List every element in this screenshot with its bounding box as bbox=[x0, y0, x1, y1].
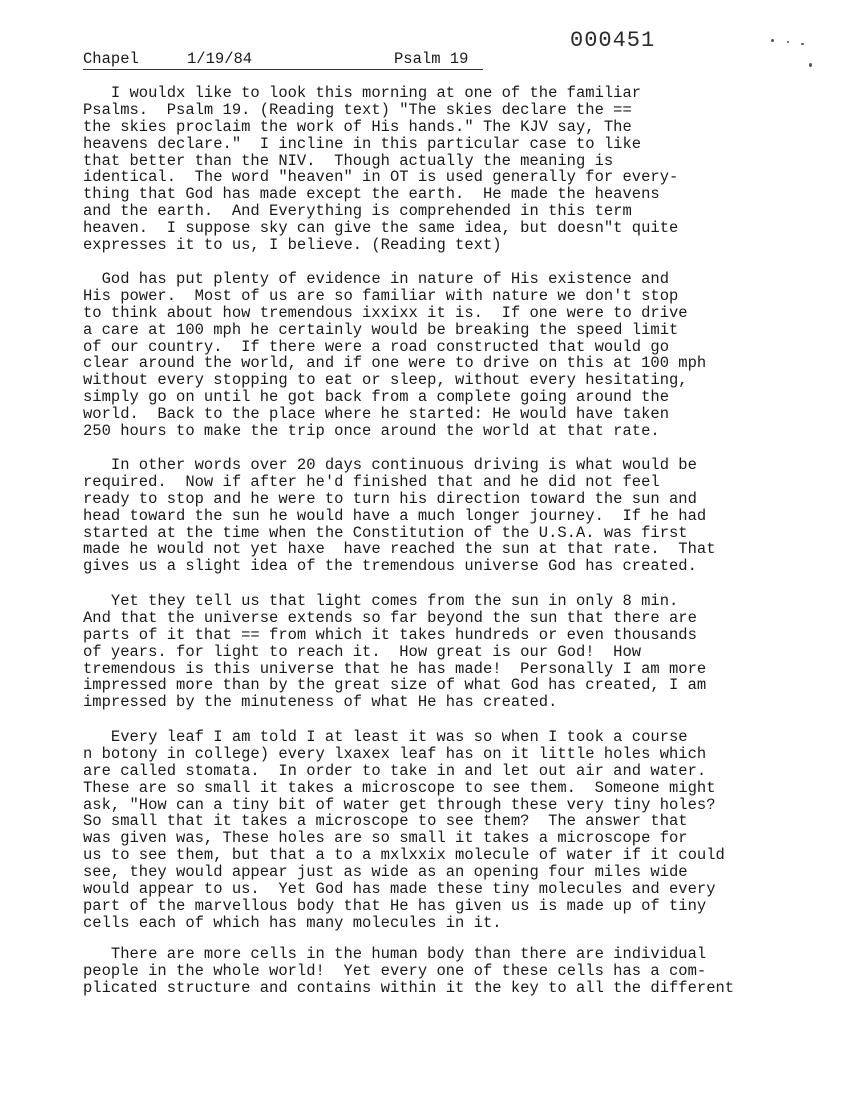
text-line: simply go on until he got back from a complete going around the bbox=[83, 388, 669, 407]
text-line: required. Now if after he'd finished that and he did not feel bbox=[83, 472, 660, 491]
document-number: 000451 bbox=[570, 28, 656, 53]
scan-specks bbox=[765, 35, 825, 85]
text-line: people in the whole world! Yet every one of these cells has a com- bbox=[83, 961, 707, 980]
text-line: without every stopping to eat or sleep, without every hesitating, bbox=[83, 371, 688, 390]
paragraph-1 bbox=[83, 85, 823, 254]
text-line: are called stomata. In order to take in and let out air and water. bbox=[83, 761, 707, 780]
paragraph-5 bbox=[83, 729, 823, 932]
header-date: 1/19/84 bbox=[187, 50, 253, 68]
text-line: tremendous is this universe that he has made! Personally I am more bbox=[83, 659, 707, 678]
text-line: parts of it that == from which it takes hundreds or even thousands bbox=[83, 625, 697, 644]
text-line: made he would not yet haxe have reached the sun at that rate. That bbox=[83, 540, 716, 559]
text-line: These are so small it takes a microscope to see them. Someone might bbox=[83, 778, 716, 797]
text-line: heaven. I suppose sky can give the same idea, but doesn"t quite bbox=[83, 219, 679, 238]
text-line: gives us a slight idea of the tremendous universe God has created. bbox=[83, 557, 697, 576]
text-line: Psalms. Psalm 19. (Reading text) "The skies declare the == bbox=[83, 100, 632, 119]
text-line: the skies proclaim the work of His hands." The KJV say, The bbox=[83, 117, 632, 136]
text-line: In other words over 20 days continuous driving is what would be bbox=[83, 456, 697, 474]
text-line: I wouldx like to look this morning at one of the familiar bbox=[83, 84, 642, 102]
header-chapel: Chapel bbox=[83, 50, 139, 68]
text-line: impressed more than by the great size of what God has created, I am bbox=[83, 676, 707, 695]
text-line: heavens declare." I incline in this particular case to like bbox=[83, 134, 642, 153]
header bbox=[83, 50, 483, 70]
text-line: ask, "How can a tiny bit of water get through these very tiny holes? bbox=[83, 795, 716, 814]
header-psalm: Psalm 19 bbox=[394, 50, 469, 68]
text-line: cells each of which has many molecules in it. bbox=[83, 913, 502, 932]
text-line: n botony in college) every lxaxex leaf has on it little holes which bbox=[83, 744, 707, 763]
text-line: clear around the world, and if one were to drive on this at 100 mph bbox=[83, 354, 707, 373]
text-line: Yet they tell us that light comes from the sun in only 8 min. bbox=[83, 592, 679, 610]
text-line: see, they would appear just as wide as an opening four miles wide bbox=[83, 863, 688, 882]
text-line: expresses it to us, I believe. (Reading text) bbox=[83, 236, 502, 255]
text-line: His power. Most of us are so familiar with nature we don't stop bbox=[83, 286, 679, 305]
text-line: part of the marvellous body that He has given us is made up of tiny bbox=[83, 896, 707, 915]
text-line: and the earth. And Everything is comprehended in this term bbox=[83, 202, 632, 221]
paragraph-3 bbox=[83, 457, 823, 575]
text-line: a care at 100 mph he certainly would be breaking the speed limit bbox=[83, 320, 679, 339]
text-line: started at the time when the Constitution of the U.S.A. was first bbox=[83, 523, 688, 542]
text-line: world. Back to the place where he started: He would have taken bbox=[83, 405, 669, 424]
text-line: 250 hours to make the trip once around the world at that rate. bbox=[83, 422, 660, 441]
text-line: Every leaf I am told I at least it was so when I took a course bbox=[83, 728, 688, 746]
text-line: us to see them, but that a to a mxlxxix molecule of water if it could bbox=[83, 846, 725, 865]
text-line: identical. The word "heaven" in OT is used generally for every- bbox=[83, 168, 679, 187]
text-line: So small that it takes a microscope to see them? The answer that bbox=[83, 812, 688, 831]
text-line: plicated structure and contains within it the key to all the different bbox=[83, 978, 735, 997]
text-line: that better than the NIV. Though actually the meaning is bbox=[83, 151, 614, 170]
text-line: thing that God has made except the earth. He made the heavens bbox=[83, 185, 660, 204]
text-line: And that the universe extends so far beyond the sun that there are bbox=[83, 608, 697, 627]
paragraph-4 bbox=[83, 593, 823, 711]
paragraph-2 bbox=[83, 271, 823, 440]
text-line: of our country. If there were a road constructed that would go bbox=[83, 337, 669, 356]
paragraph-6 bbox=[83, 946, 823, 997]
text-line: would appear to us. Yet God has made these tiny molecules and every bbox=[83, 880, 716, 899]
text-line: impressed by the minuteness of what He has created. bbox=[83, 693, 558, 712]
text-line: to think about how tremendous ixxixx it is. If one were to drive bbox=[83, 303, 688, 322]
text-line: ready to stop and he were to turn his direction toward the sun and bbox=[83, 489, 697, 508]
text-line: was given was, These holes are so small it takes a microscope for bbox=[83, 829, 688, 848]
text-line: of years. for light to reach it. How great is our God! How bbox=[83, 642, 642, 661]
text-line: God has put plenty of evidence in nature of His existence and bbox=[83, 270, 669, 288]
text-line: There are more cells in the human body than there are individual bbox=[83, 945, 707, 963]
text-line: head toward the sun he would have a much longer journey. If he had bbox=[83, 506, 707, 525]
